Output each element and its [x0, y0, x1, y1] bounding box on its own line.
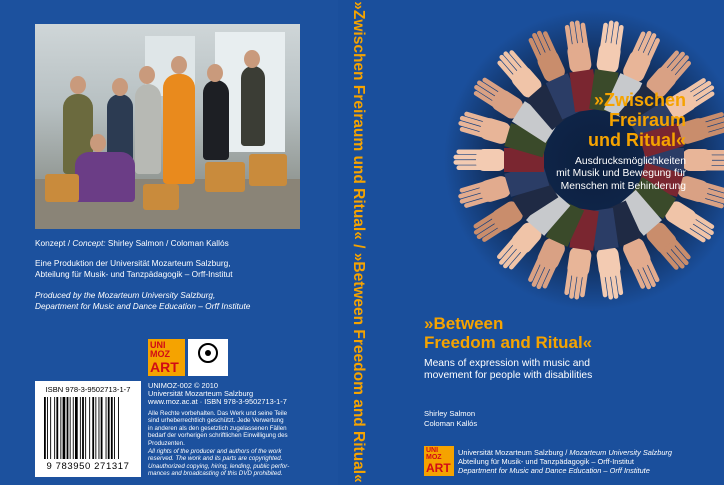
- dvd-logo: [188, 339, 228, 376]
- catalog-number: UNIMOZ-002 © 2010: [148, 381, 218, 390]
- institution-department-en: Department for Music and Dance Education – Orff Institute: [458, 466, 650, 476]
- logo-text-uni: UNI: [150, 340, 166, 350]
- spine: [338, 0, 378, 485]
- unimozart-logo-front: [424, 446, 454, 476]
- title-de-line: und Ritual«: [588, 130, 686, 150]
- production-en-line-1: Produced by the Mozarteum University Salzburg,: [35, 290, 216, 300]
- rights-de-line: sind urheberrechtlich geschützt. Jede Verwertung: [148, 417, 284, 425]
- unimozart-logo: [148, 339, 185, 376]
- disc-icon: [198, 343, 218, 363]
- logo-text-art: ART: [150, 359, 179, 375]
- rights-en-line: Unauthorized copying, hiring, lending, public perfor-: [148, 462, 290, 470]
- subtitle-en-line: movement for people with disabilities: [424, 370, 593, 382]
- author-name: Coloman Kallós: [424, 418, 478, 428]
- institution-department-de: Abteilung für Musik- und Tanzpädagogik – Orff-Institut: [458, 457, 634, 467]
- university-name: Universität Mozarteum Salzburg: [148, 389, 254, 398]
- concept-credits: [35, 238, 229, 249]
- rights-en-line: All rights of the producer and authors of the work: [148, 448, 282, 455]
- rights-en-line: mances and broadcasting of this DVD prohibited.: [148, 470, 283, 478]
- production-de-line-2: Abteilung für Musik- und Tanzpädagogik – Orff-Institut: [35, 269, 233, 279]
- front-institution: [458, 448, 672, 476]
- rights-de-line: in anderen als den gesetzlich zugelassenen Fällen: [148, 424, 287, 432]
- subtitle-de-line: Ausdrucksmöglichkeiten: [574, 156, 686, 167]
- photo-person-head: [112, 78, 128, 96]
- rights-de-line: bedarf der vorherigen schriftlichen Einwilligung des: [148, 432, 288, 440]
- production-en-line-2: Department for Music and Dance Education – Orff Institute: [35, 301, 251, 311]
- logo-text-art: ART: [426, 461, 451, 475]
- subtitle-de-line: Menschen mit Behinderung: [560, 180, 686, 192]
- spine-title: »Zwischen Freiraum und Ritual« / »Between Freedom and Ritual«: [350, 1, 367, 483]
- photo-person: [75, 152, 135, 202]
- institution-de: Universität Mozarteum Salzburg /: [458, 448, 570, 457]
- rights-de-line: Produzenten.: [148, 439, 185, 447]
- concept-label: Konzept /: [35, 238, 73, 248]
- subtitle-de-line: mit Musik und Bewegung für: [556, 168, 686, 180]
- photo-chair: [45, 174, 79, 202]
- photo-person-head: [90, 134, 106, 152]
- photo-person-head: [171, 56, 187, 74]
- rights-de-line: Alle Rechte vorbehalten. Das Werk und seine Teile: [148, 410, 288, 417]
- photo-person: [241, 66, 265, 146]
- photo-chair: [205, 162, 245, 192]
- subtitle-de: [556, 156, 686, 193]
- workshop-photo: [35, 24, 300, 229]
- photo-chair: [143, 184, 179, 210]
- web-isbn: www.moz.ac.at · ISBN 978-3-9502713-1-7: [148, 397, 287, 406]
- subtitle-en: [424, 358, 592, 383]
- title-en-line: »Between: [424, 314, 504, 333]
- title-de: [588, 90, 686, 150]
- rights-en: [148, 448, 289, 478]
- photo-person: [163, 74, 195, 184]
- photo-person: [203, 80, 229, 160]
- photo-person-head: [207, 64, 223, 82]
- concept-label-en: Concept:: [72, 238, 106, 248]
- back-cover: [0, 0, 338, 485]
- front-cover: [378, 0, 724, 485]
- title-en-line: Freedom and Ritual«: [424, 333, 593, 352]
- barcode: [35, 381, 141, 477]
- concept-names: Shirley Salmon / Coloman Kallós: [105, 238, 229, 248]
- logo-text-moz: MOZ: [426, 454, 442, 461]
- title-de-line: »Zwischen: [593, 90, 686, 110]
- barcode-digits: 9 783950 271317: [46, 461, 130, 472]
- production-de-line-1: Eine Produktion der Universität Mozarteum Salzburg,: [35, 258, 231, 268]
- back-logos: [148, 339, 230, 376]
- author-name: Shirley Salmon: [424, 409, 476, 418]
- photo-person-head: [70, 76, 86, 94]
- rights-de: [148, 410, 288, 447]
- title-en: [424, 314, 592, 352]
- institution-en: Mozarteum University Salzburg: [569, 448, 672, 457]
- subtitle-en-line: Means of expression with music and: [424, 358, 590, 369]
- barcode-isbn: ISBN 978-3-9502713-1-7: [45, 385, 131, 394]
- rights-en-line: reserved. The work and its parts are copyrighted.: [148, 455, 283, 463]
- barcode-bars-icon: [43, 397, 135, 459]
- photo-person-head: [244, 50, 260, 68]
- photo-person-head: [139, 66, 155, 84]
- photo-person: [135, 84, 161, 174]
- logo-text-moz: MOZ: [150, 349, 170, 359]
- authors: [424, 409, 477, 428]
- logo-text-uni: UNI: [426, 447, 439, 454]
- title-de-line: Freiraum: [608, 110, 686, 130]
- photo-chair: [249, 154, 287, 186]
